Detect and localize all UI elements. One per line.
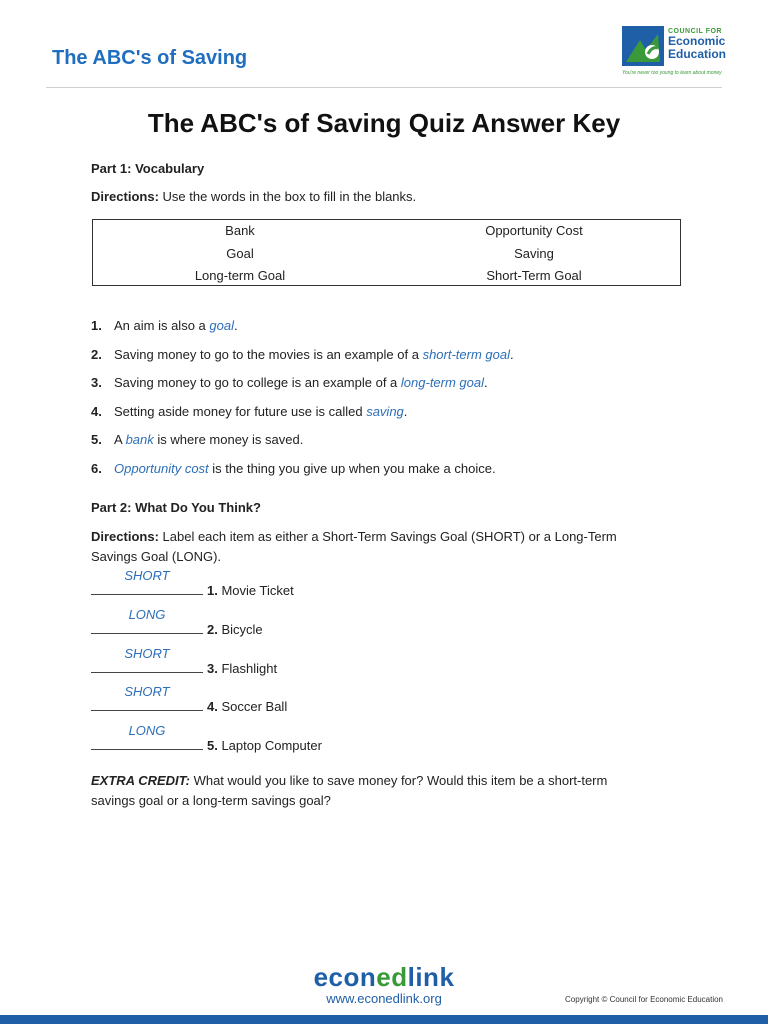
item-label: Laptop Computer [217, 738, 322, 753]
savings-item [91, 723, 322, 753]
question-text: is the thing you give up when you make a choice. [208, 461, 496, 476]
question-number: 2. [91, 347, 102, 362]
item-number: 5. [207, 738, 218, 753]
question-text: Saving money to go to the movies is an example of a [114, 347, 423, 362]
cee-logo [622, 24, 742, 80]
extra-credit-label: EXTRA CREDIT: [91, 773, 190, 788]
word-box-item: Saving [514, 246, 554, 261]
item-number: 3. [207, 661, 218, 676]
answer-text: goal [209, 318, 234, 333]
question-text: Setting aside money for future use is called [114, 404, 367, 419]
document-title: The ABC's of Saving Quiz Answer Key [147, 108, 621, 138]
answer-blank [91, 568, 203, 595]
extra-credit-text: What would you like to save money for? Would this item be a short-term savings goal or a long-term savings goal? [91, 773, 608, 808]
question-number: 6. [91, 461, 102, 476]
logo-tagline: You're never too young to learn about money [622, 70, 722, 76]
question-item [91, 461, 496, 476]
logo-line3: Education [668, 46, 727, 61]
question-number: 4. [91, 404, 102, 419]
answer-blank [91, 646, 203, 673]
answer-text: LONG [128, 723, 166, 738]
question-text: Saving money to go to college is an example of a [114, 375, 401, 390]
cee-logo-icon [622, 26, 664, 74]
footer-url[interactable]: www.econedlink.org [326, 991, 442, 1006]
word-box-item: Long-term Goal [194, 268, 286, 283]
answer-blank [91, 723, 203, 750]
answer-text: SHORT [124, 684, 170, 699]
answer-text: short-term goal [422, 347, 510, 362]
logo-line2: Economic [668, 34, 726, 49]
question-text: An aim is also a [114, 318, 210, 333]
logo-line1: COUNCIL FOR [668, 28, 722, 35]
header-title: The ABC's of Saving [52, 47, 248, 69]
answer-blank [91, 607, 203, 634]
item-label: Soccer Ball [217, 699, 288, 714]
answer-blank [91, 684, 203, 711]
item-label: Bicycle [217, 622, 263, 637]
item-label: Flashlight [217, 661, 278, 676]
footer-bar [0, 1015, 768, 1024]
word-box-item: Short-Term Goal [486, 268, 582, 283]
question-number: 3. [91, 375, 102, 390]
brand-text: ed [376, 962, 408, 992]
word-box-item: Opportunity Cost [485, 223, 583, 238]
copyright-text: Copyright © Council for Economic Education [565, 995, 723, 1004]
answer-text: SHORT [124, 646, 170, 661]
question-text: . [403, 404, 408, 419]
savings-item [91, 607, 263, 637]
header-divider [46, 87, 722, 88]
extra-credit [91, 771, 651, 811]
part2-directions-label: Directions: [91, 529, 159, 544]
answer-text: long-term goal [400, 375, 485, 390]
part2-heading: Part 2: What Do You Think? [91, 500, 261, 515]
question-text: A [114, 432, 126, 447]
question-text: . [509, 347, 514, 362]
question-item [91, 404, 407, 419]
question-text: . [484, 375, 488, 390]
answer-text: LONG [128, 607, 166, 622]
item-number: 1. [207, 583, 218, 598]
brand-text: econ [313, 962, 377, 992]
answer-text: bank [125, 432, 154, 447]
part2-directions-text: Label each item as either a Short-Term Savings Goal (SHORT) or a Long-Term Savings Goal (LONG). [91, 529, 617, 564]
question-item [91, 347, 514, 362]
savings-item [91, 684, 288, 714]
item-number: 2. [207, 622, 218, 637]
question-item [91, 432, 303, 447]
item-number: 4. [207, 699, 218, 714]
answer-text: saving [366, 404, 404, 419]
brand-text: link [407, 962, 455, 992]
answer-text: Opportunity cost [114, 461, 209, 476]
savings-item [91, 646, 278, 676]
question-item [91, 375, 488, 390]
question-number: 5. [91, 432, 102, 447]
part1-heading: Part 1: Vocabulary [91, 161, 205, 176]
word-box-item: Goal [226, 246, 254, 261]
part1-directions-text: Use the words in the box to fill in the blanks. [158, 189, 417, 204]
part2-directions [91, 527, 651, 567]
answer-text: SHORT [124, 568, 170, 583]
question-number: 1. [91, 318, 102, 333]
question-text: . [233, 318, 238, 333]
savings-item [91, 568, 294, 598]
question-item [91, 318, 238, 333]
part1-directions [91, 187, 651, 207]
word-box [92, 219, 681, 286]
part1-directions-label: Directions: [91, 189, 159, 204]
item-label: Movie Ticket [217, 583, 294, 598]
econedlink-logo [0, 962, 768, 993]
word-box-item: Bank [225, 223, 255, 238]
question-text: is where money is saved. [153, 432, 304, 447]
